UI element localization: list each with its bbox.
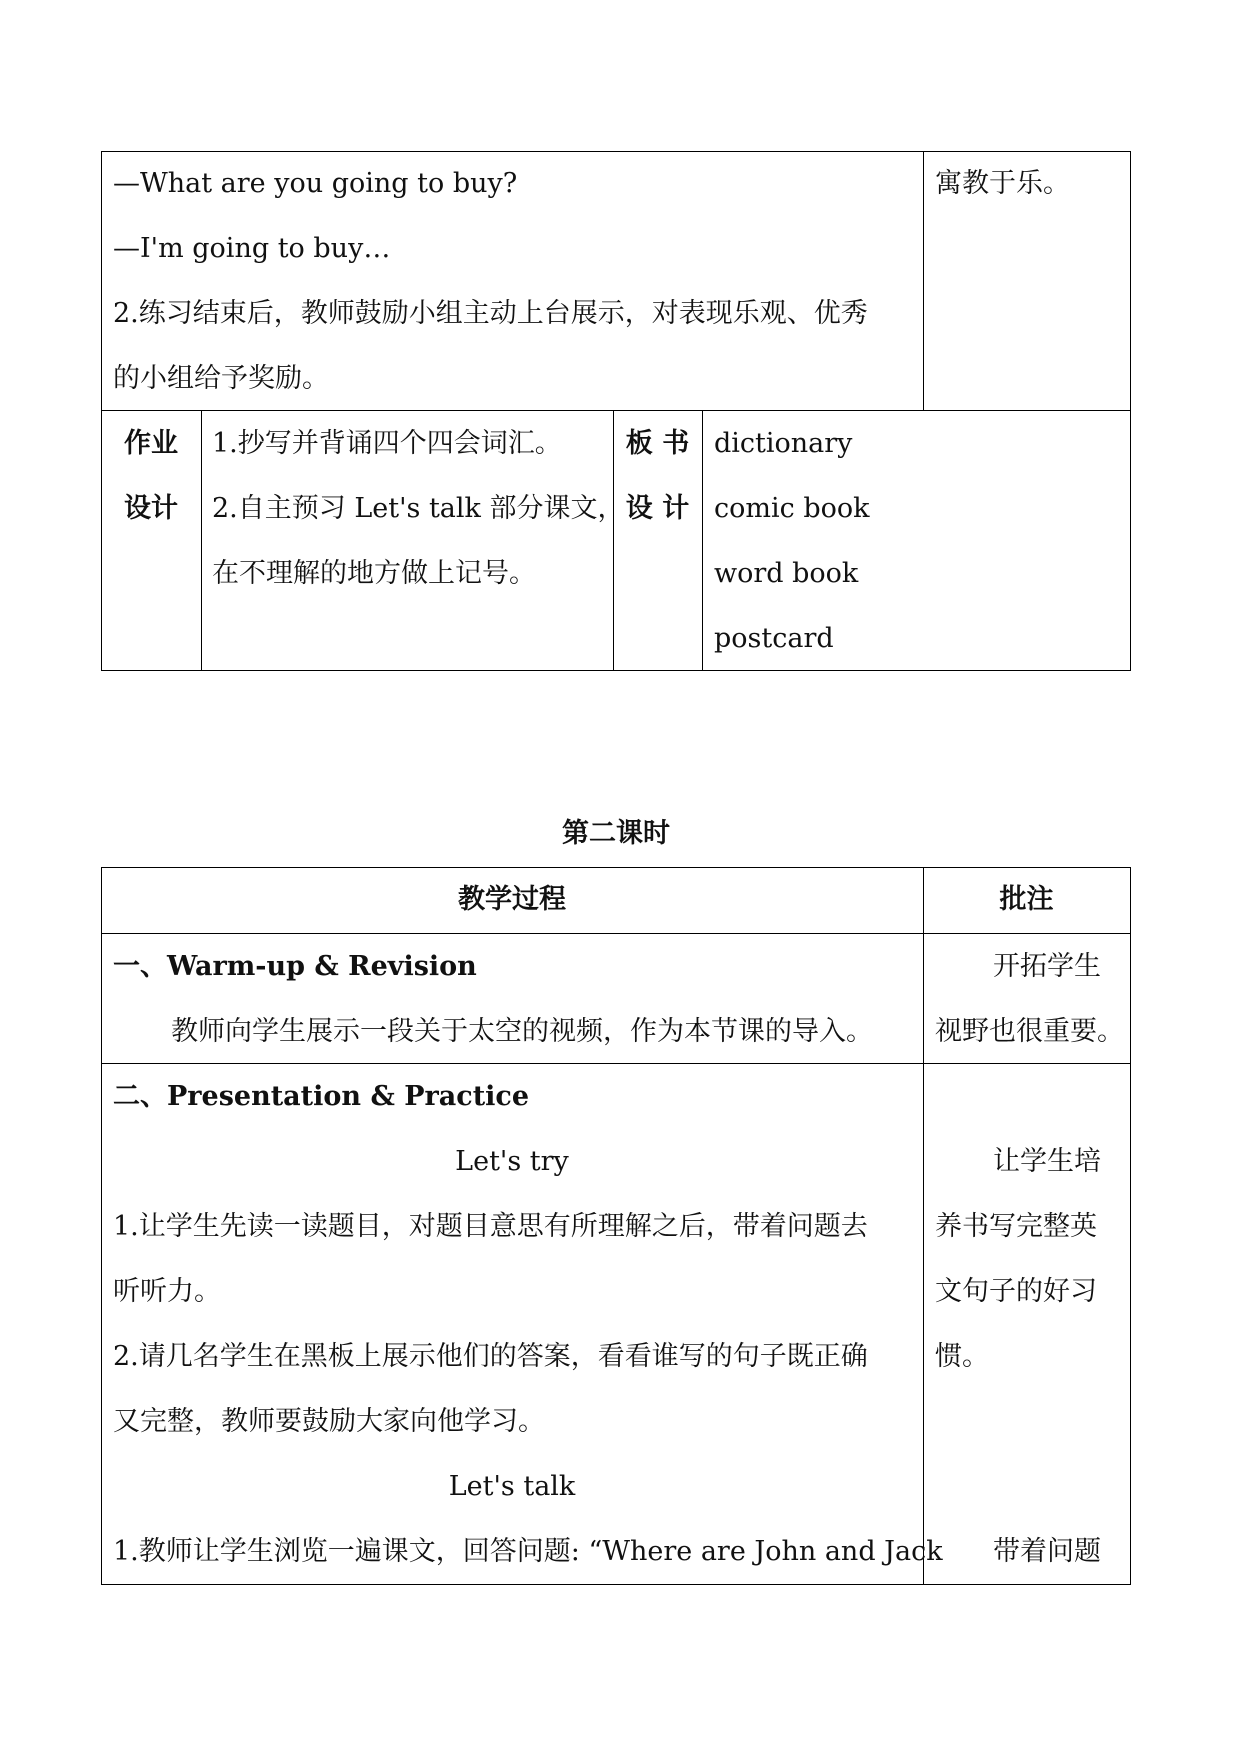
homework-line: 在不理解的地方做上记号。 (212, 558, 536, 589)
presentation-note: 带着问题 (993, 1536, 1101, 1567)
table-border (101, 410, 1131, 411)
table-border (101, 867, 1131, 868)
section-title: 第二课时 (562, 818, 670, 849)
table-border (101, 670, 1131, 671)
table-border (923, 151, 924, 411)
homework-line: 2.自主预习 Let's talk 部分课文， (212, 493, 625, 524)
note-text: 寓教于乐。 (935, 168, 1070, 199)
lets-try-heading: Let's try (455, 1146, 569, 1177)
table-border (101, 1584, 1131, 1585)
process-line: 2.练习结束后，教师鼓励小组主动上台展示，对表现乐观、优秀 (113, 298, 868, 329)
table-border (702, 410, 703, 670)
try-line: 听听力。 (113, 1276, 221, 1307)
process-line: —I'm going to buy… (113, 233, 391, 264)
table-border (101, 151, 102, 671)
board-word: comic book (714, 493, 870, 524)
presentation-note: 养书写完整英 (935, 1211, 1097, 1242)
table-border (101, 933, 1131, 934)
table-border (1130, 151, 1131, 671)
warmup-title: 一、Warm-up & Revision (113, 951, 477, 982)
board-word: word book (714, 558, 859, 589)
table-border (1130, 867, 1131, 1585)
presentation-note: 文句子的好习 (935, 1276, 1097, 1307)
table-border (201, 410, 202, 670)
header-process: 教学过程 (458, 884, 566, 915)
warmup-note: 视野也很重要。 (935, 1016, 1124, 1047)
try-line: 又完整，教师要鼓励大家向他学习。 (113, 1406, 545, 1437)
homework-label: 作业 (124, 428, 178, 459)
homework-line: 1.抄写并背诵四个四会词汇。 (212, 428, 562, 459)
presentation-note: 让学生培 (993, 1146, 1101, 1177)
process-line: —What are you going to buy? (113, 168, 518, 199)
board-word: postcard (714, 623, 834, 654)
warmup-note: 开拓学生 (993, 951, 1101, 982)
presentation-title: 二、Presentation & Practice (113, 1081, 530, 1112)
header-note: 批注 (999, 884, 1054, 915)
presentation-note: 惯。 (935, 1341, 989, 1372)
table-border (923, 867, 924, 1585)
talk-line: 1.教师让学生浏览一遍课文，回答问题: “Where are John and Jack (113, 1536, 943, 1567)
try-line: 1.让学生先读一读题目，对题目意思有所理解之后，带着问题去 (113, 1211, 868, 1242)
board-label: 设 计 (625, 493, 690, 524)
homework-label: 设计 (124, 493, 178, 524)
lets-talk-heading: Let's talk (448, 1471, 576, 1502)
try-line: 2.请几名学生在黑板上展示他们的答案，看看谁写的句子既正确 (113, 1341, 868, 1372)
warmup-text: 教师向学生展示一段关于太空的视频，作为本节课的导入。 (171, 1016, 873, 1047)
board-label: 板 书 (625, 428, 690, 459)
process-line: 的小组给予奖励。 (113, 363, 329, 394)
board-word: dictionary (714, 428, 853, 459)
table-border (101, 151, 1131, 152)
table-border (101, 1063, 1131, 1064)
